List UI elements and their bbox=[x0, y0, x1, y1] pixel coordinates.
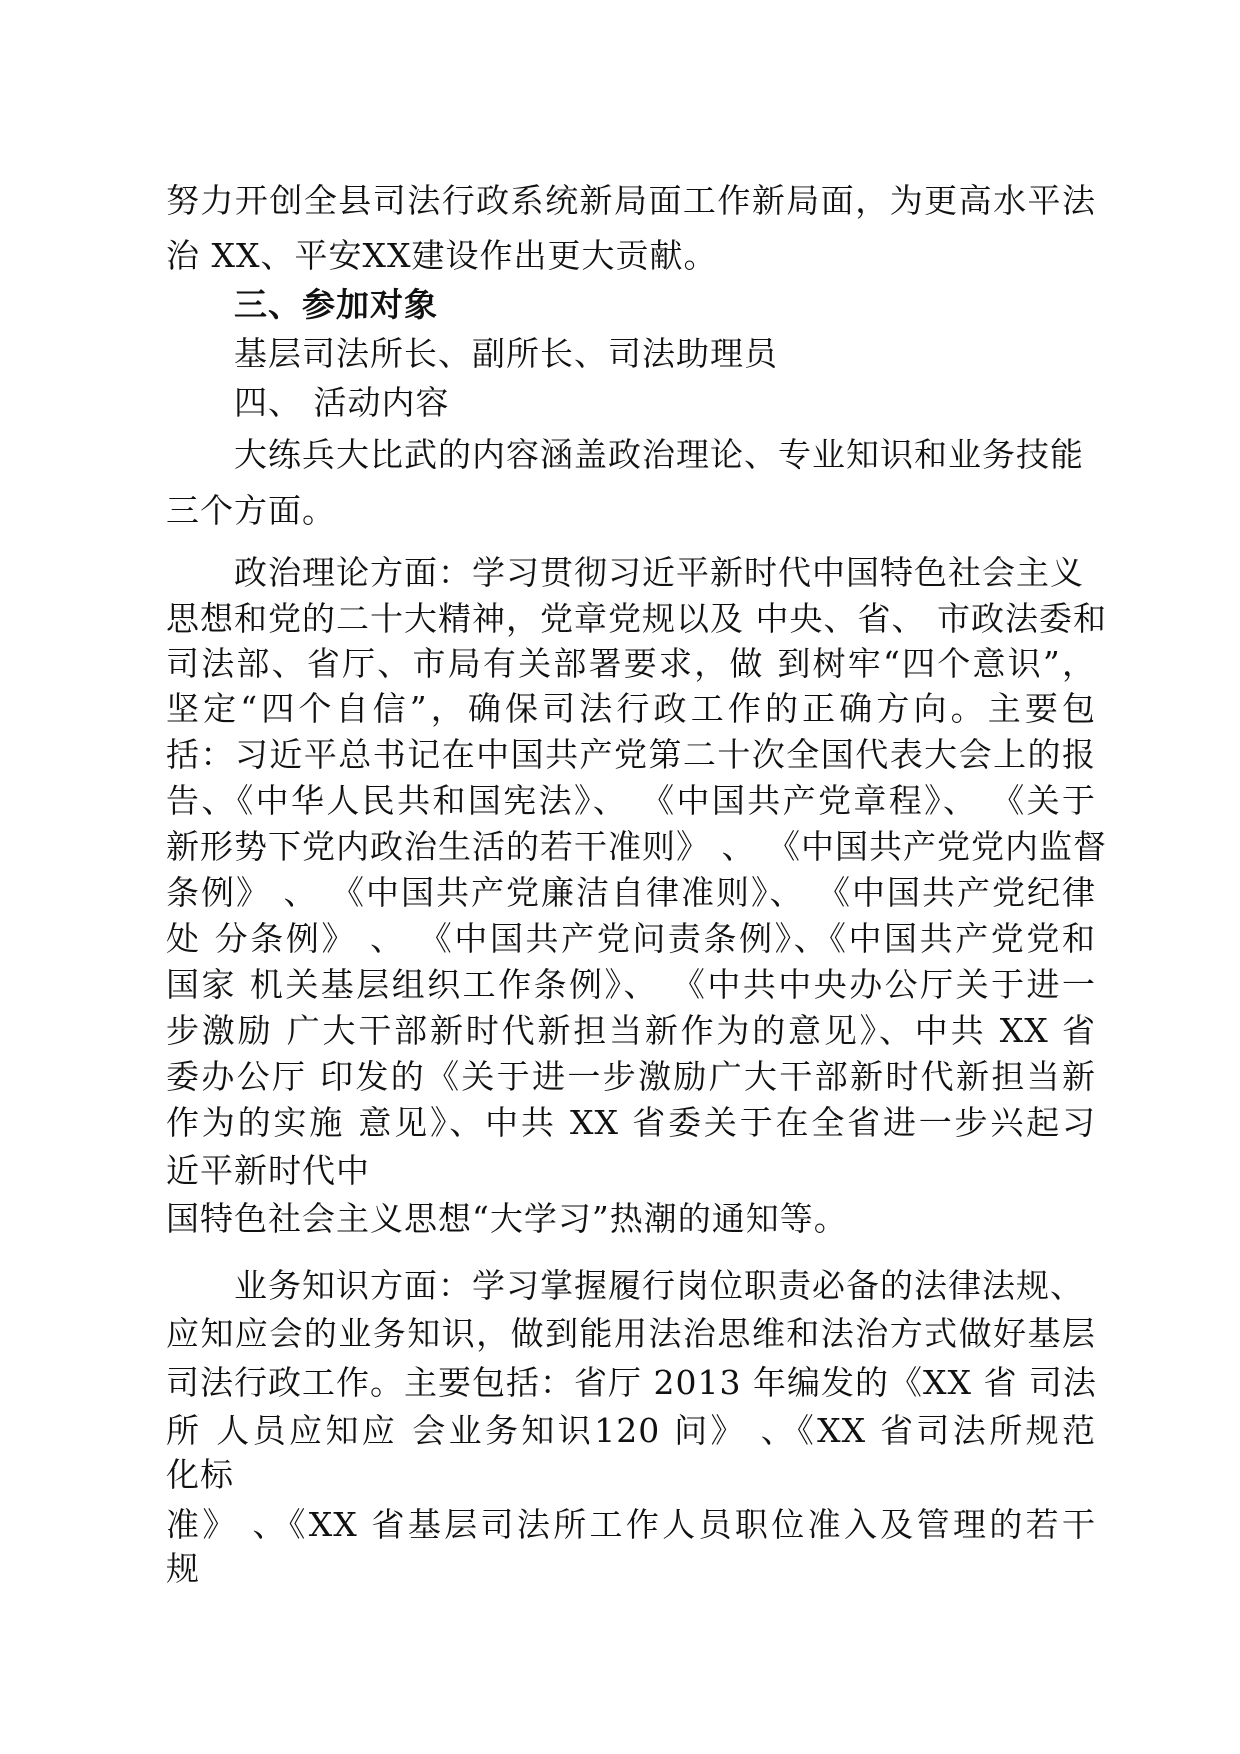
text-line: 括：习近平总书记在中国共产党第二十次全国代表大会上的报 bbox=[166, 735, 1096, 774]
text-line: 基层司法所长、副所长、司法助理员 bbox=[234, 334, 778, 373]
text-line: 司法部、省厅、市局有关部署要求，做 到树牢“四个意识”， bbox=[166, 644, 1096, 683]
text-line: 委办公厅 印发的《关于进一步激励广大干部新时代新担当新 bbox=[166, 1057, 1096, 1096]
text-line: 坚定“四个自信”，确保司法行政工作的正确方向。主要包 bbox=[166, 689, 1096, 728]
text-line: 治 XX、平安XX建设作出更大贡献。 bbox=[166, 236, 718, 275]
text-line: 所 人员应知应 会业务知识120 问》 、《XX 省司法所规范 bbox=[166, 1411, 1096, 1450]
text-line: 应知应会的业务知识，做到能用法治思维和法治方式做好基层 bbox=[166, 1314, 1096, 1353]
text-line: 化标 bbox=[166, 1455, 234, 1494]
text-line: 新形势下党内政治生活的若干准则》 、 《中国共产党党内监督 bbox=[166, 827, 1107, 866]
text-line: 准》 、《XX 省基层司法所工作人员职位准入及管理的若干 bbox=[166, 1505, 1096, 1544]
text-line: 处 分条例》 、 《中国共产党问责条例》、《中国共产党党和 bbox=[166, 919, 1096, 958]
section-heading: 四、 活动内容 bbox=[234, 383, 450, 422]
text-line: 政治理论方面：学习贯彻习近平新时代中国特色社会主义 bbox=[234, 553, 1084, 592]
section-heading: 三、参加对象 bbox=[234, 285, 438, 324]
text-line: 步激励 广大干部新时代新担当新作为的意见》、中共 XX 省 bbox=[166, 1011, 1096, 1050]
text-line: 思想和党的二十大精神，党章党规以及 中央、省、 市政法委和 bbox=[166, 599, 1107, 638]
text-line: 国特色社会主义思想“大学习”热潮的通知等。 bbox=[166, 1199, 848, 1238]
text-line: 作为的实施 意见》、中共 XX 省委关于在全省进一步兴起习 bbox=[166, 1103, 1096, 1142]
text-line: 司法行政工作。主要包括：省厅 2013 年编发的《XX 省 司法 bbox=[166, 1363, 1097, 1402]
text-line: 国家 机关基层组织工作条例》、 《中共中央办公厅关于进一 bbox=[166, 965, 1096, 1004]
text-line: 努力开创全县司法行政系统新局面工作新局面，为更高水平法 bbox=[166, 181, 1096, 220]
text-line: 大练兵大比武的内容涵盖政治理论、专业知识和业务技能 bbox=[234, 435, 1084, 474]
text-line: 条例》 、 《中国共产党廉洁自律准则》、 《中国共产党纪律 bbox=[166, 873, 1096, 912]
text-line: 三个方面。 bbox=[166, 491, 336, 530]
text-line: 业务知识方面：学习掌握履行岗位职责必备的法律法规、 bbox=[234, 1266, 1084, 1305]
text-line: 近平新时代中 bbox=[166, 1151, 370, 1190]
text-line: 规 bbox=[166, 1549, 200, 1588]
text-line: 告、《中华人民共和国宪法》、 《中国共产党章程》、 《关于 bbox=[166, 781, 1096, 820]
